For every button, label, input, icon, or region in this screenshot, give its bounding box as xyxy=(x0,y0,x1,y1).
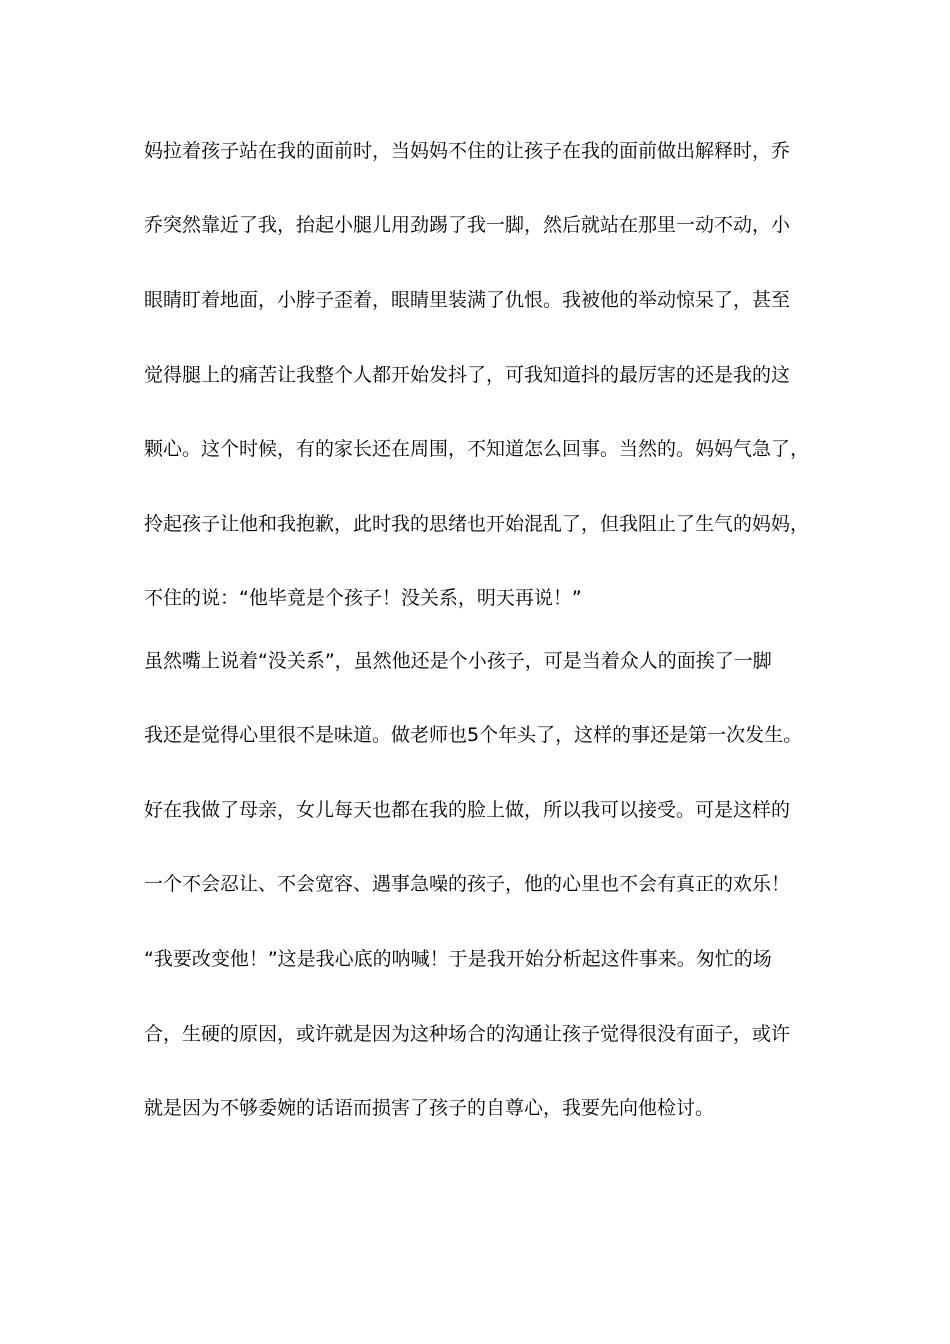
text-line-13: 合，生硬的原因，或许就是因为这种场合的沟通让孩子觉得很没有面子，或许 xyxy=(144,1023,791,1045)
text-line-11: 一个不会忍让、不会宽容、遇事急噪的孩子，他的心里也不会有真正的欢乐！ xyxy=(144,873,791,895)
text-line-9: 我还是觉得心里很不是味道。做老师也5个年头了，这样的事还是第一次发生。 xyxy=(144,724,803,746)
text-line-2: 乔突然靠近了我，抬起小腿儿用劲踢了我一脚，然后就站在那里一动不动，小 xyxy=(144,214,791,236)
text-line-5: 颗心。这个时候，有的家长还在周围，不知道怎么回事。当然的。妈妈气急了， xyxy=(144,438,810,460)
text-line-8: 虽然嘴上说着“没关系”，虽然他还是个小孩子，可是当着众人的面挨了一脚 xyxy=(144,650,772,672)
text-line-4: 觉得腿上的痛苦让我整个人都开始发抖了，可我知道抖的最厉害的还是我的这 xyxy=(144,364,791,386)
text-line-6: 拎起孩子让他和我抱歉，此时我的思绪也开始混乱了，但我阻止了生气的妈妈， xyxy=(144,513,810,535)
text-line-12: “我要改变他！”这是我心底的呐喊！于是我开始分析起这件事来。匆忙的场 xyxy=(144,948,772,970)
text-line-3: 眼睛盯着地面，小脖子歪着，眼睛里装满了仇恨。我被他的举动惊呆了，甚至 xyxy=(144,289,791,311)
text-line-7: 不住的说：“他毕竟是个孩子！没关系，明天再说！” xyxy=(144,587,582,609)
text-line-14: 就是因为不够委婉的话语而损害了孩子的自尊心，我要先向他检讨。 xyxy=(144,1097,715,1119)
text-line-10: 好在我做了母亲，女儿每天也都在我的脸上做，所以我可以接受。可是这样的 xyxy=(144,799,791,821)
text-line-1: 妈拉着孩子站在我的面前时，当妈妈不住的让孩子在我的面前做出解释时，乔 xyxy=(144,140,791,162)
